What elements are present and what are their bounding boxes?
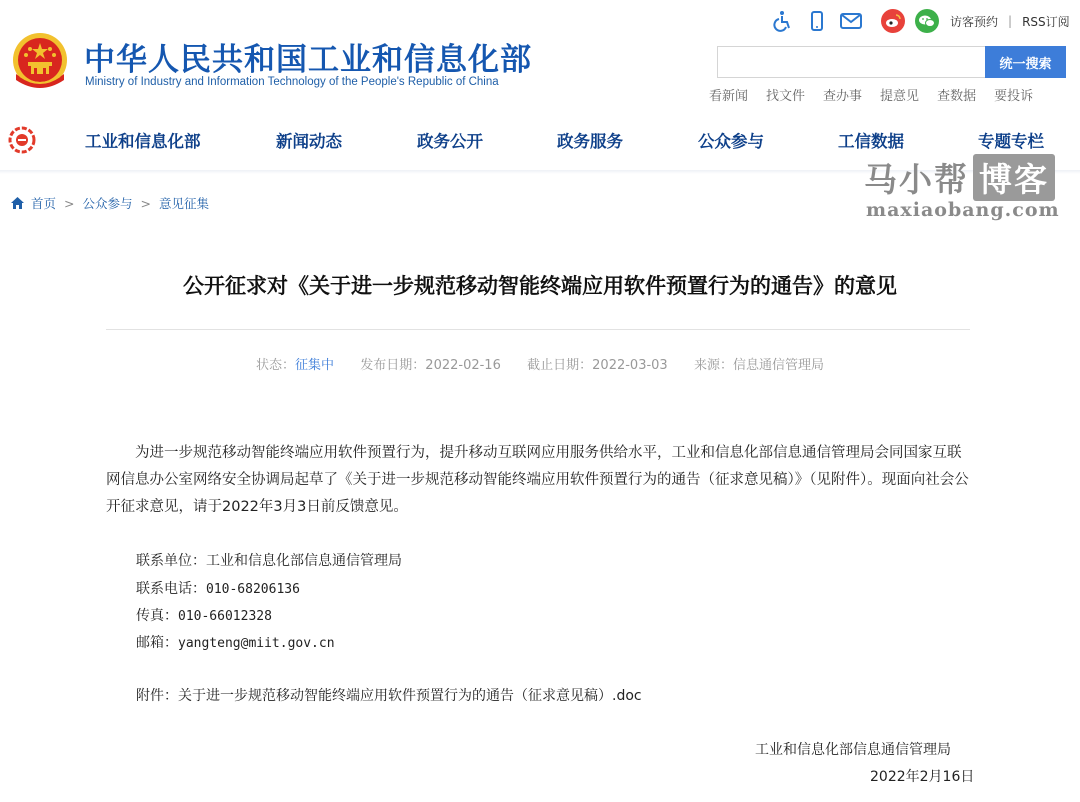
breadcrumb-current[interactable]: 意见征集 [159,196,210,211]
contact-phone-label: 联系电话： [136,581,206,597]
nav-item-ministry[interactable]: 工业和信息化部 [85,132,201,151]
source-value: 信息通信管理局 [733,358,825,373]
contact-phone-value: 010-68206136 [206,582,300,597]
accessibility-icon[interactable] [770,8,796,34]
contact-fax [136,605,272,625]
status-badge: 征集中 [294,358,334,373]
weibo-icon[interactable] [880,8,906,34]
quick-link-feedback[interactable]: 提意见 [880,89,920,104]
contact-fax-value: 010-66012328 [178,609,272,624]
site-header [0,0,1080,110]
breadcrumb-home[interactable]: 首页 [31,196,57,211]
deadline-label: 截止日期： [527,358,593,373]
article-meta [0,354,1080,373]
contact-email-label: 邮箱： [136,635,178,651]
mail-icon[interactable] [838,8,864,34]
watermark-text: 马小帮 [864,160,969,199]
utility-separator: | [1008,14,1013,28]
quick-link-files[interactable]: 找文件 [766,89,806,104]
utility-bar [770,8,1070,34]
contact-email-value[interactable]: yangteng@miit.gov.cn [178,636,335,651]
breadcrumb-separator: > [140,195,151,211]
breadcrumb-separator: > [64,195,75,211]
contact-phone [136,578,300,598]
contact-fax-label: 传真： [136,608,178,624]
breadcrumb-public[interactable]: 公众参与 [82,196,133,211]
miit-logo-icon[interactable] [8,126,36,154]
attachment-link[interactable]: 关于进一步规范移动智能终端应用软件预置行为的通告（征求意见稿）.doc [178,688,642,704]
nav-item-topics[interactable]: 专题专栏 [978,132,1044,151]
publish-date: 2022-02-16 [425,358,501,373]
publish-date-label: 发布日期： [360,358,426,373]
search-input[interactable] [717,46,985,78]
nav-item-public[interactable]: 公众参与 [698,132,764,151]
home-icon[interactable] [10,196,25,210]
article-title: 公开征求对《关于进一步规范移动智能终端应用软件预置行为的通告》的意见 [183,274,897,298]
site-subtitle: Ministry of Industry and Information Technology of the People's Republic of China [85,76,499,88]
contact-email [136,632,335,652]
nav-item-data[interactable]: 工信数据 [838,132,904,151]
national-emblem-logo[interactable] [8,30,72,94]
article-paragraph: 为进一步规范移动智能终端应用软件预置行为，提升移动互联网应用服务供给水平，工业和信息化部信息通信管理局会同国家互联网信息办公室网络安全协调局起草了《关于进一步规范移动智能终端应用软件预置行为的通告（征求意见稿）》（见附件）。现面向社会公开征求意见，请于2022年3月3日前反馈意见。 [106,445,969,515]
wechat-icon[interactable] [914,8,940,34]
site-title[interactable]: 中华人民共和国工业和信息化部 [84,42,532,78]
attachment [136,685,642,705]
visit-booking-link[interactable]: 访客预约 [950,14,999,29]
attachment-label: 附件： [136,688,178,704]
search-button[interactable]: 统一搜索 [985,46,1066,78]
quick-link-services[interactable]: 查办事 [823,89,863,104]
watermark-tag: 博客 [973,154,1055,201]
signature-date: 2022年2月16日 [870,769,975,785]
source-label: 来源： [694,358,734,373]
quick-link-complaint[interactable]: 要投诉 [994,89,1034,104]
signature: 工业和信息化部信息通信管理局 [755,742,951,758]
mobile-icon[interactable] [804,8,830,34]
status-label: 状态： [255,358,295,373]
watermark-url: maxiaobang.com [866,199,1060,221]
rss-link[interactable]: RSS订阅 [1022,14,1070,29]
title-divider [106,329,970,330]
quick-link-data[interactable]: 查数据 [937,89,977,104]
deadline-date: 2022-03-03 [592,358,668,373]
watermark [864,154,1055,201]
quick-link-news[interactable]: 看新闻 [709,89,749,104]
quick-links [709,85,1051,104]
contact-unit: 联系单位：工业和信息化部信息通信管理局 [136,553,402,569]
breadcrumb [10,194,209,212]
nav-item-news[interactable]: 新闻动态 [276,132,342,151]
nav-item-services[interactable]: 政务服务 [557,132,623,151]
nav-item-gov-affairs[interactable]: 政务公开 [417,132,483,151]
